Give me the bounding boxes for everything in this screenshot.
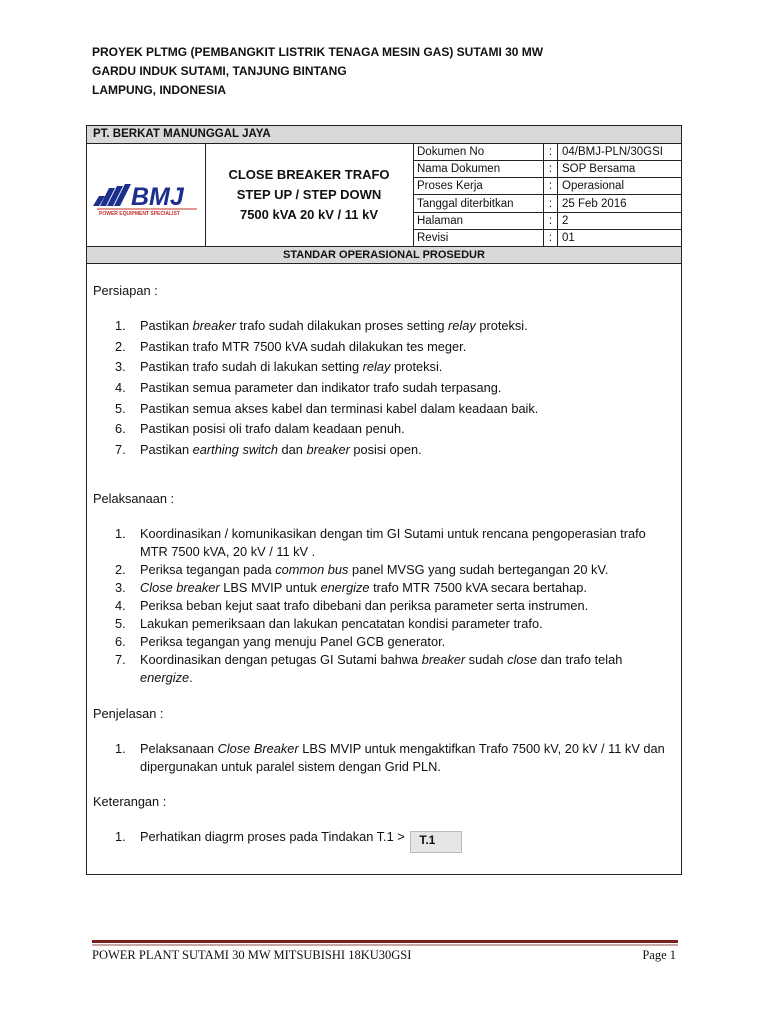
- meta-separator: :: [544, 212, 558, 229]
- list-text: Pastikan trafo sudah di lakukan setting: [140, 359, 363, 375]
- bmj-logo-icon: [87, 144, 205, 244]
- italic-term: Close breaker: [140, 580, 220, 596]
- sop-label: STANDAR OPERASIONAL PROSEDUR: [87, 247, 681, 264]
- meta-value: 25 Feb 2016: [558, 195, 682, 212]
- list-item: [93, 441, 677, 459]
- list-text: posisi open.: [349, 442, 422, 458]
- project-title: PROYEK PLTMG (PEMBANGKIT LISTRIK TENAGA MESIN GAS) SUTAMI 30 MW: [92, 45, 544, 59]
- list-item: [93, 400, 677, 418]
- meta-separator: :: [544, 195, 558, 212]
- list-text: Lakukan pemeriksaan dan lakukan pencatatan kondisi parameter trafo.: [140, 616, 543, 632]
- list-number: 7.: [115, 442, 126, 458]
- procedure-content: [93, 282, 677, 853]
- list-text: Periksa tegangan yang menuju Panel GCB generator.: [140, 634, 446, 650]
- italic-term: common bus: [275, 562, 349, 578]
- italic-term: relay: [448, 318, 476, 333]
- list-text: dan: [278, 442, 307, 458]
- page-number: Page 1: [642, 948, 676, 962]
- document-info-row: [87, 144, 681, 247]
- persiapan-heading: Persiapan :: [93, 283, 158, 298]
- company-logo: [87, 144, 206, 246]
- sop-document-frame: [86, 125, 682, 875]
- footer-title: POWER PLANT SUTAMI 30 MW MITSUBISHI 18KU30GSI: [92, 948, 412, 962]
- meta-separator: :: [544, 229, 558, 246]
- meta-separator: :: [544, 144, 558, 161]
- keterangan-text: Perhatikan diagrm proses pada Tindakan T.1 >: [140, 829, 405, 845]
- list-number: 4.: [115, 380, 126, 396]
- meta-value: 04/BMJ-PLN/30GSI: [558, 144, 682, 161]
- document-title-cell: [205, 144, 414, 246]
- list-text: Periksa beban kejut saat trafo dibebani dan periksa parameter serta instrumen.: [140, 598, 589, 614]
- meta-value: 2: [558, 212, 682, 229]
- meta-row: [413, 229, 681, 246]
- meta-value: Operasional: [558, 178, 682, 195]
- list-number: 3.: [115, 580, 126, 596]
- meta-label: Halaman: [413, 212, 544, 229]
- meta-separator: :: [544, 178, 558, 195]
- keterangan-list: [93, 828, 677, 853]
- list-item: [93, 579, 677, 597]
- meta-label: Tanggal diterbitkan: [413, 195, 544, 212]
- meta-row: [413, 144, 681, 161]
- list-item: [93, 615, 677, 633]
- list-text: Pastikan: [140, 442, 193, 458]
- list-number: 3.: [115, 359, 126, 375]
- list-item: [93, 740, 677, 776]
- list-text: LBS MVIP untuk mengaktifkan Trafo 7500 kV, 20 kV / 11 kV dan dipergunakan untuk paralel sistem dengan Grid PLN.: [140, 741, 665, 775]
- meta-row: [413, 161, 681, 178]
- italic-term: energize: [320, 580, 370, 596]
- list-number: 5.: [115, 616, 126, 632]
- list-text: trafo MTR 7500 kVA secara bertahap.: [369, 580, 587, 596]
- list-number: 7.: [115, 652, 126, 668]
- list-text: proteksi.: [475, 318, 528, 333]
- list-number: 2.: [115, 562, 126, 578]
- italic-term: breaker: [306, 442, 350, 458]
- meta-label: Nama Dokumen: [413, 161, 544, 178]
- list-number: 1.: [115, 741, 126, 757]
- logo-tagline: POWER EQUIPMENT SPECIALIST: [99, 211, 180, 217]
- meta-label: Revisi: [413, 229, 544, 246]
- list-text: proteksi.: [390, 359, 443, 375]
- meta-value: 01: [562, 231, 575, 244]
- keterangan-heading: Keterangan :: [93, 794, 167, 810]
- italic-term: breaker: [192, 318, 237, 333]
- italic-term: energize: [140, 670, 190, 686]
- list-text: dan trafo telah: [536, 652, 623, 668]
- meta-value: SOP Bersama: [558, 161, 682, 178]
- list-text: sudah: [465, 652, 508, 668]
- persiapan-list: [93, 317, 677, 459]
- list-item: [93, 633, 677, 651]
- list-text: Pastikan posisi oli trafo dalam keadaan penuh.: [140, 421, 405, 437]
- italic-term: breaker: [421, 652, 466, 668]
- page-footer: [92, 948, 676, 963]
- meta-row: [413, 212, 681, 229]
- project-location: LAMPUNG, INDONESIA: [92, 83, 227, 97]
- company-name: PT. BERKAT MANUNGGAL JAYA: [87, 126, 681, 144]
- italic-term: relay: [362, 359, 391, 375]
- list-text: Pastikan semua akses kabel dan terminasi kabel dalam keadaan baik.: [140, 400, 539, 416]
- list-text: panel MVSG yang sudah bertegangan 20 kV.: [348, 562, 609, 578]
- list-text: Koordinasikan dengan petugas GI Sutami bahwa: [140, 652, 422, 668]
- list-item: [93, 561, 677, 579]
- list-number: 4.: [115, 598, 126, 614]
- list-item: [93, 597, 677, 615]
- list-number: 1.: [115, 318, 126, 333]
- list-item: [93, 525, 677, 561]
- list-number: 5.: [115, 400, 126, 416]
- t1-link-button[interactable]: T.1: [410, 831, 462, 853]
- list-text: Periksa tegangan pada: [140, 562, 276, 578]
- list-number: 6.: [115, 634, 126, 650]
- project-substation: GARDU INDUK SUTAMI, TANJUNG BINTANG: [92, 64, 347, 78]
- list-number: 1.: [115, 526, 126, 542]
- meta-row: [413, 195, 681, 212]
- list-text: trafo sudah dilakukan proses setting: [236, 318, 449, 333]
- list-item: [93, 828, 677, 853]
- project-header: [92, 43, 543, 100]
- meta-label: Proses Kerja: [413, 178, 544, 195]
- list-text: Pastikan trafo MTR 7500 kVA sudah dilakukan tes meger.: [140, 338, 467, 354]
- document-meta-table: [413, 144, 681, 246]
- list-item: [93, 420, 677, 438]
- list-number: 6.: [115, 421, 126, 437]
- list-text: Pelaksanaan: [140, 741, 218, 757]
- list-item: [93, 379, 677, 397]
- list-item: [93, 317, 677, 335]
- list-text: Pastikan semua parameter dan indikator trafo sudah terpasang.: [140, 380, 502, 396]
- list-text: .: [189, 670, 193, 686]
- logo-wordmark: BMJ: [131, 183, 184, 211]
- document-title: CLOSE BREAKER TRAFO STEP UP / STEP DOWN 7500 kVA 20 kV / 11 kV: [228, 167, 390, 222]
- meta-label: Dokumen No: [413, 144, 544, 161]
- meta-separator: :: [544, 161, 558, 178]
- penjelasan-heading: Penjelasan :: [93, 706, 164, 722]
- italic-term: Close Breaker: [217, 741, 299, 757]
- penjelasan-list: [93, 740, 677, 776]
- list-text: Pastikan: [140, 318, 193, 333]
- list-number: 1.: [115, 829, 126, 845]
- list-item: [93, 651, 677, 687]
- meta-row: [413, 178, 681, 195]
- list-text: Koordinasikan / komunikasikan dengan tim GI Sutami untuk rencana pengoperasian trafo MTR 7500 kVA, 20 kV / 11 kV .: [140, 526, 646, 560]
- italic-term: earthing switch: [192, 442, 278, 458]
- footer-rule: [92, 940, 678, 946]
- italic-term: close: [507, 652, 537, 668]
- list-item: [93, 338, 677, 356]
- list-item: [93, 358, 677, 376]
- list-text: LBS MVIP untuk: [219, 580, 321, 596]
- pelaksanaan-list: [93, 525, 677, 687]
- pelaksanaan-heading: Pelaksanaan :: [93, 491, 175, 507]
- list-number: 2.: [115, 338, 126, 354]
